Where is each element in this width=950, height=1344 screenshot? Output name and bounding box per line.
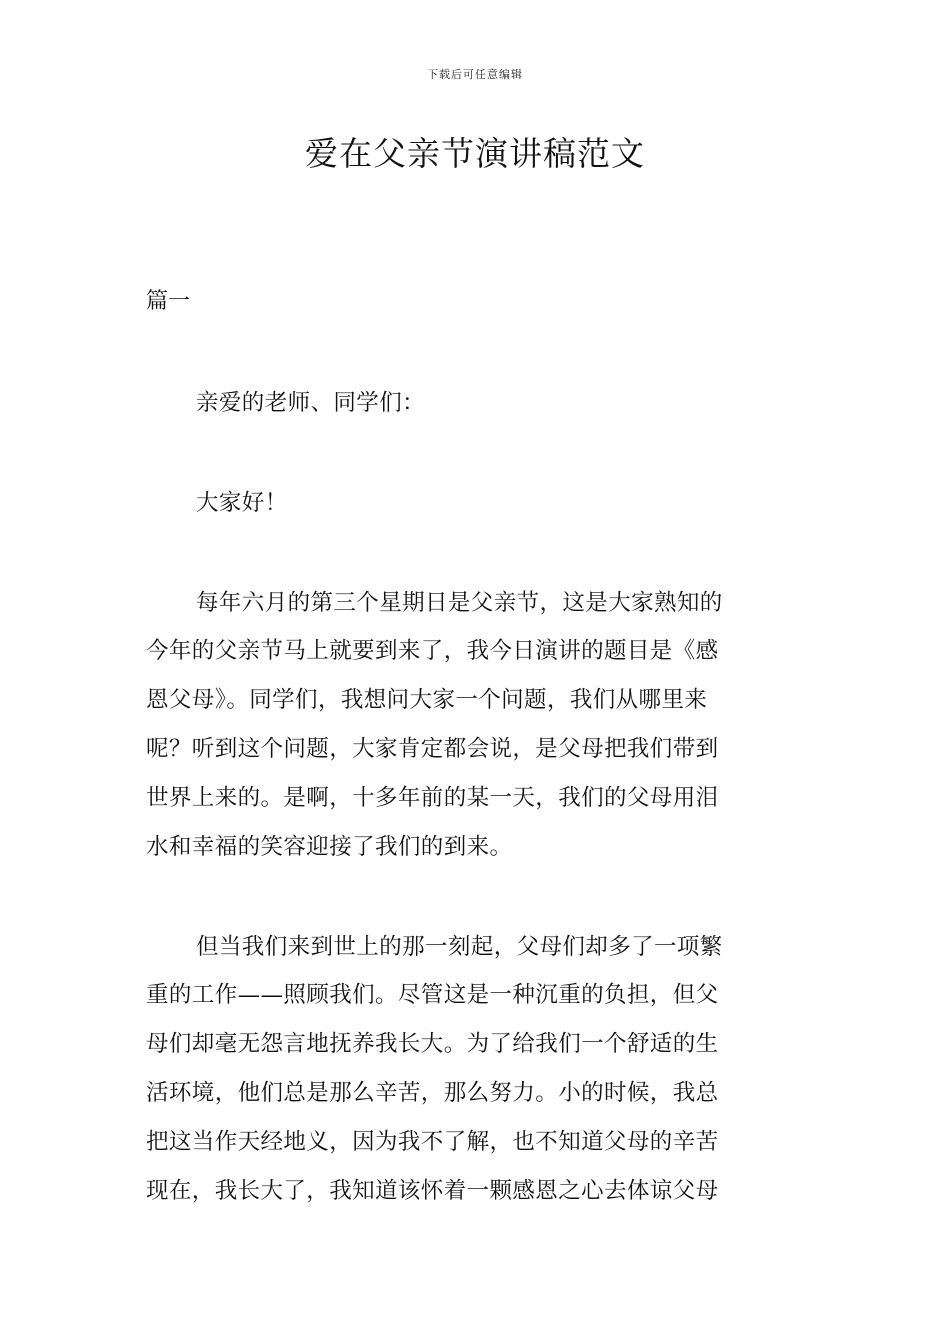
document-title: 爱在父亲节演讲稿范文 [305,134,645,173]
header-note: 下载后可任意编辑 [427,68,523,81]
section-label: 篇一 [146,289,191,314]
paragraph1-line: 呢？听到这个问题，大家肯定都会说，是父母把我们带到 [146,736,719,762]
paragraph1-line: 今年的父亲节马上就要到来了，我今日演讲的题目是《感 [146,638,719,664]
paragraph1-line: 水和幸福的笑容迎接了我们的到来。 [146,834,513,860]
paragraph2-line: 母们却毫无怨言地抚养我长大。为了给我们一个舒适的生 [146,1031,719,1057]
paragraph1-line: 每年六月的第三个星期日是父亲节，这是大家熟知的 [196,590,723,616]
paragraph2-line: 重的工作——照顾我们。尽管这是一种沉重的负担，但父 [146,982,719,1008]
paragraph2-line: 但当我们来到世上的那一刻起，父母们却多了一项繁 [196,934,723,960]
paragraph1-line: 世界上来的。是啊，十多年前的某一天，我们的父母用泪 [146,785,719,811]
paragraph2-line: 活环境，他们总是那么辛苦，那么努力。小的时候，我总 [146,1080,719,1106]
paragraph1-line: 恩父母》。同学们，我想问大家一个问题，我们从哪里来 [146,687,708,713]
paragraph2-line: 把这当作天经地义，因为我不了解，也不知道父母的辛苦 [146,1129,719,1155]
hello-line: 大家好！ [196,490,288,516]
paragraph2-line: 现在，我长大了，我知道该怀着一颗感恩之心去体谅父母 [146,1178,719,1204]
greeting-line: 亲爱的老师、同学们： [196,390,426,416]
